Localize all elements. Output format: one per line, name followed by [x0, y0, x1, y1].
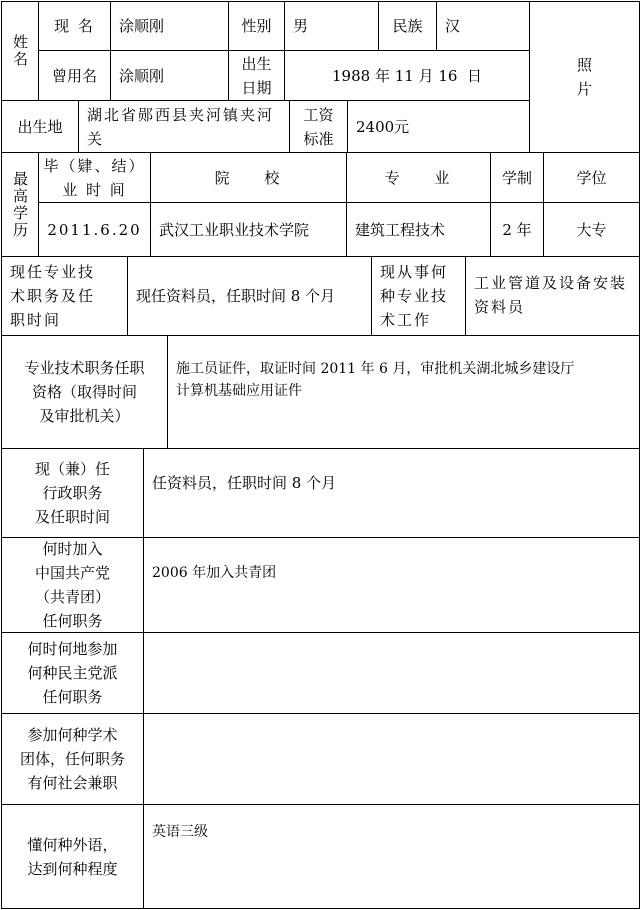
graduation-time-value: 2011.6.20 — [47, 220, 142, 239]
admin-post-value: 任资料员，任职时间 8 个月 — [152, 474, 337, 492]
birth-date-value: 1988 年 11 月 16 日 — [332, 66, 482, 85]
name-label: 姓名 — [11, 34, 29, 68]
salary-label: 工资 标准 — [303, 105, 334, 148]
degree-value: 大专 — [576, 220, 607, 239]
tech-post-value: 现任资料员，任职时间 8 个月 — [136, 287, 336, 305]
former-name-value: 涂顺刚 — [119, 66, 165, 85]
current-name-value: 涂顺刚 — [119, 17, 165, 35]
tech-work-label: 现从事何 种专业技 术工作 — [380, 263, 449, 329]
language-value: 英语三级 — [152, 824, 208, 840]
qualification-label: 专业技术职务任职 资格（取得时间 及审批机关） — [24, 359, 145, 425]
duration-value: 2 年 — [502, 220, 532, 239]
photo-placeholder: 照 片 — [576, 56, 592, 98]
ethnicity-value: 汉 — [445, 17, 461, 35]
duration-label: 学制 — [501, 168, 532, 187]
democratic-party-label: 何时何地参加 何种民主党派 任何职务 — [27, 640, 118, 706]
admin-post-label: 现（兼）任 行政职务 及任职时间 — [34, 460, 110, 526]
ethnicity-label: 民族 — [392, 17, 423, 35]
gender-value: 男 — [293, 17, 309, 35]
democratic-party-value — [144, 633, 639, 713]
gender-label: 性别 — [241, 17, 272, 35]
party-label: 何时加入 中国共产党 （共青团） 任何职务 — [34, 540, 110, 630]
salary-value: 2400元 — [356, 117, 410, 136]
birthplace-label: 出生地 — [17, 117, 63, 136]
school-label: 院 校 — [214, 168, 283, 187]
qualification-value: 施工员证件，取证时间 2011 年 6 月，审批机关湖北城乡建设厅 计算机基础应用证件 — [176, 361, 575, 399]
language-label: 懂何种外语， 达到何种程度 — [27, 835, 118, 878]
major-value: 建筑工程技术 — [355, 220, 446, 239]
tech-post-label: 现任专业技 术职务及任 职时间 — [10, 263, 96, 329]
degree-label: 学位 — [576, 168, 607, 187]
tech-work-value: 工业管道及设备安装资料员 — [474, 274, 628, 316]
major-label: 专 业 — [384, 168, 453, 187]
current-name-label: 现 名 — [54, 17, 95, 35]
academic-value — [144, 714, 639, 804]
education-label: 最高学历 — [11, 170, 29, 239]
party-value: 2006 年加入共青团 — [152, 565, 277, 581]
birthplace-value: 湖北省郧西县夹河镇夹河关 — [87, 106, 275, 148]
birth-date-label: 出生 日期 — [241, 54, 272, 97]
graduation-time-label: 毕（肄、结） 业 时 间 — [43, 156, 146, 199]
former-name-label: 曾用名 — [51, 66, 97, 85]
academic-label: 参加何种学术 团体，任何职务 有何社会兼职 — [19, 726, 125, 792]
school-value: 武汉工业职业技术学院 — [159, 220, 310, 239]
